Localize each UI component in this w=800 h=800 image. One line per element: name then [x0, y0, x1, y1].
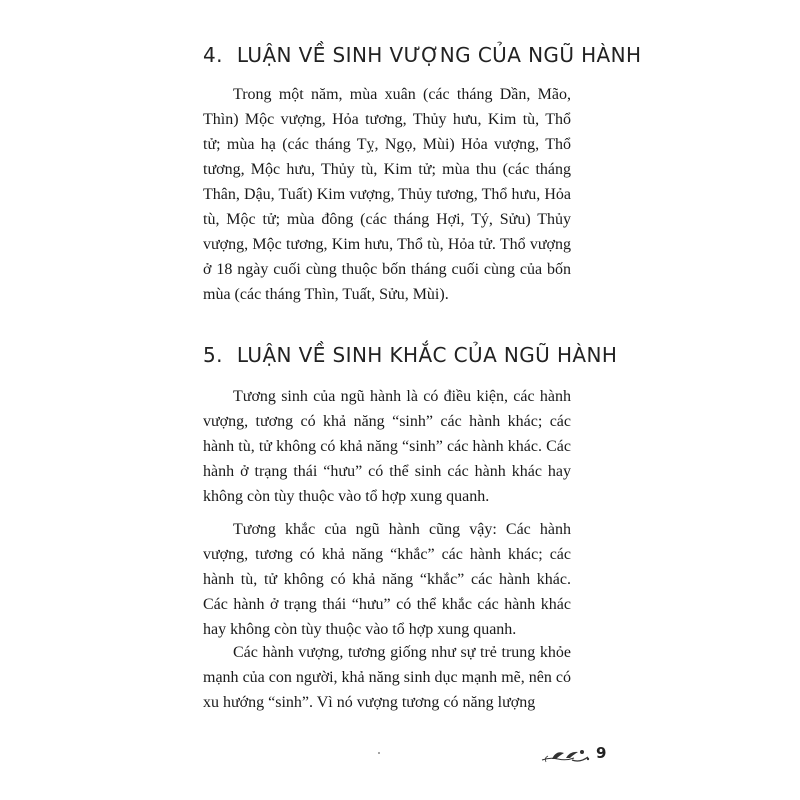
print-speck	[378, 752, 380, 754]
section-heading-5	[203, 343, 617, 367]
floral-ornament-icon	[540, 744, 592, 766]
page-number: 9	[596, 744, 607, 762]
section-number: 4.	[203, 43, 223, 67]
paragraph: Tương sinh của ngũ hành là có điều kiện, các hành vượng, tương có khả năng “sinh” các hành khác; các hành tù, tử không có khả năng “sinh” các hành khác. Các hành ở trạng thái “hưu” có thể sinh các hành khác hay không còn tùy thuộc vào tổ hợp xung quanh.	[203, 388, 571, 505]
paragraph: Tương khắc của ngũ hành cũng vậy: Các hành vượng, tương có khả năng “khắc” các hành khác; các hành tù, tử không có khả năng “khắc” các hành khác. Các hành ở trạng thái “hưu” có thể khắc các hành khác hay không còn tùy thuộc vào tổ hợp xung quanh.	[203, 521, 571, 638]
section-number: 5.	[203, 343, 223, 367]
page-footer	[540, 744, 620, 768]
section-heading-4	[203, 43, 641, 67]
paragraph: Các hành vượng, tương giống như sự trẻ trung khỏe mạnh của con người, khả năng sinh dục mạnh mẽ, nên có xu hướng “sinh”. Vì nó vượng tương có năng lượng	[203, 644, 571, 711]
paragraph: Trong một năm, mùa xuân (các tháng Dần, Mão, Thìn) Mộc vượng, Hỏa tương, Thủy hưu, Kim tù, Thổ tử; mùa hạ (các tháng Tỵ, Ngọ, Mùi) Hỏa vượng, Thổ tương, Mộc hưu, Thủy tù, Kim tử; mùa thu (các tháng Thân, Dậu, Tuất) Kim vượng, Thủy tương, Thổ hưu, Hỏa tù, Mộc tử; mùa đông (các tháng Hợi, Tý, Sửu) Thủy vượng, Mộc tương, Kim hưu, Thổ tù, Hỏa tử. Thổ vượng ở 18 ngày cuối cùng thuộc bốn tháng cuối cùng của bốn mùa (các tháng Thìn, Tuất, Sửu, Mùi).	[203, 86, 571, 303]
section-title: LUẬN VỀ SINH VƯỢNG CỦA NGŨ HÀNH	[236, 43, 642, 67]
section-title: LUẬN VỀ SINH KHẮC CỦA NGŨ HÀNH	[236, 343, 618, 367]
